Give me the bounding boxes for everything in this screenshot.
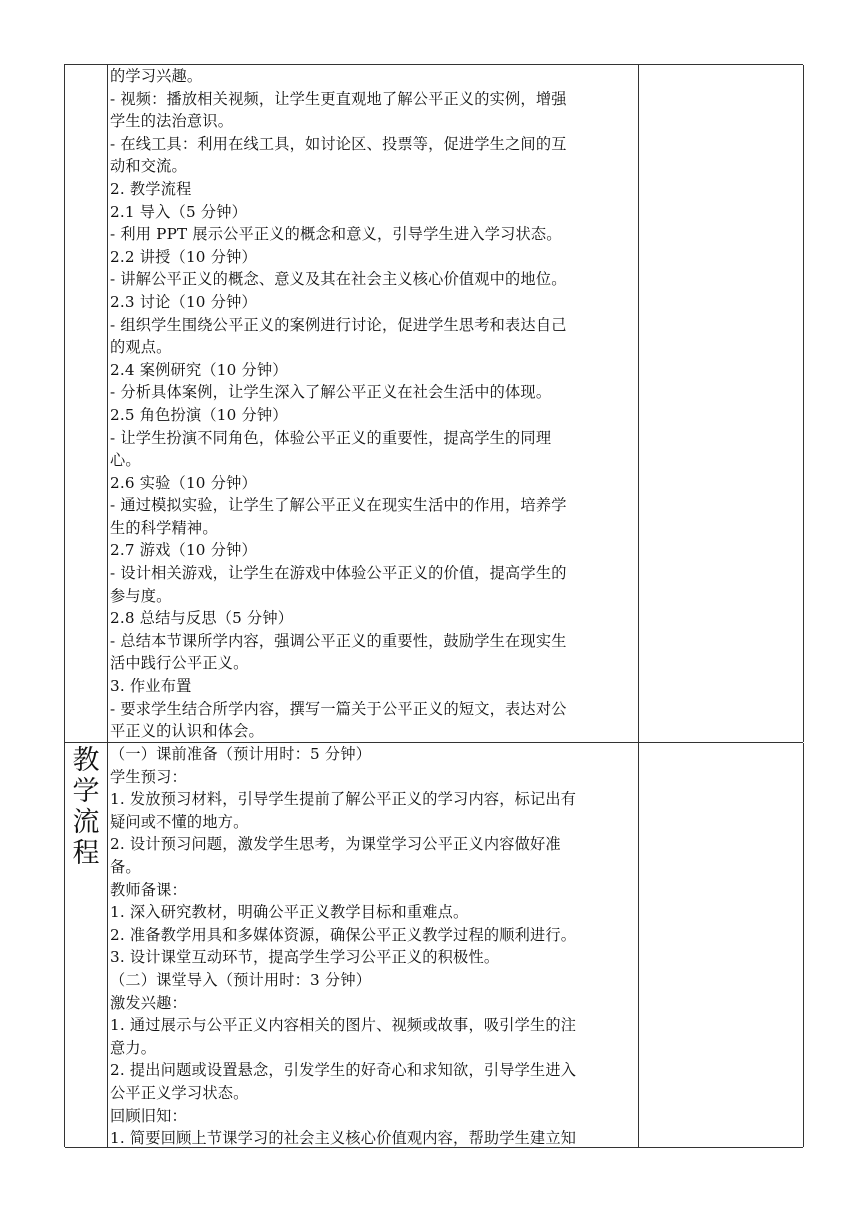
text-line: - 视频：播放相关视频，让学生更直观地了解公平正义的实例，增强 [110,89,567,108]
text-line: - 让学生扮演不同角色，体验公平正义的重要性，提高学生的同理 [110,428,552,447]
text-line: 公平正义学习状态。 [110,1083,249,1102]
text-line: - 要求学生结合所学内容，撰写一篇关于公平正义的短文，表达对公 [110,699,567,718]
text-line: 学生预习： [110,767,187,786]
text-line: 的观点。 [110,338,172,357]
text-line: 学生的法治意识。 [110,112,234,131]
text-line: 2. 提出问题或设置悬念，引发学生的好奇心和求知欲，引导学生进入 [110,1061,577,1080]
text-line: 生的科学精神。 [110,518,218,537]
text-line: 心。 [110,451,141,470]
text-line: 教师备课： [110,880,187,899]
label-char: 程 [72,838,100,869]
text-line: 2.6 实验（10 分钟） [110,473,257,492]
text-line: 参与度。 [110,586,172,605]
text-line: - 组织学生围绕公平正义的案例进行讨论，促进学生思考和表达自己 [110,315,567,334]
text-line: 2.1 导入（5 分钟） [110,202,247,221]
text-line: 2. 教学流程 [110,179,192,198]
text-line: - 总结本节课所学内容，强调公平正义的重要性，鼓励学生在现实生 [110,631,567,650]
text-line: 2.8 总结与反思（5 分钟） [110,609,294,628]
text-line: 1. 通过展示与公平正义内容相关的图片、视频或故事，吸引学生的注 [110,1016,577,1035]
text-line: 备。 [110,857,141,876]
text-line: - 分析具体案例，让学生深入了解公平正义在社会生活中的体现。 [110,383,552,402]
text-line: 1. 深入研究教材，明确公平正义教学目标和重难点。 [110,903,469,922]
text-line: - 设计相关游戏，让学生在游戏中体验公平正义的价值，提高学生的 [110,564,567,583]
text-line: 的学习兴趣。 [110,67,203,85]
text-line: 意力。 [110,1038,157,1057]
content-cell [108,743,639,1147]
text-line: 1. 发放预习材料，引导学生提前了解公平正义的学习内容，标记出有 [110,790,577,809]
text-line: 2.2 讲授（10 分钟） [110,247,257,266]
text-line: 活中践行公平正义。 [110,654,249,673]
text-line: 2.7 游戏（10 分钟） [110,541,257,560]
label-char: 流 [72,807,100,838]
content-cell [108,65,639,742]
text-line: （一）课前准备（预计用时：5 分钟） [110,745,372,763]
text-line: - 利用 PPT 展示公平正义的概念和意义，引导学生进入学习状态。 [110,225,562,244]
notes-cell [639,743,804,1147]
label-char: 学 [72,776,100,807]
row-label-cell [65,743,108,1147]
text-line: 2. 设计预习问题，激发学生思考，为课堂学习公平正义内容做好准 [110,835,561,854]
row-label-teaching-process [65,743,107,869]
text-line: - 讲解公平正义的概念、意义及其在社会主义核心价值观中的地位。 [110,270,567,289]
table-row [65,743,803,1148]
lesson-plan-table [64,64,803,1147]
text-line: （二）课堂导入（预计用时：3 分钟） [110,970,372,989]
table-row [65,65,803,743]
text-line: 3. 作业布置 [110,677,192,696]
content-lines [110,65,638,742]
content-lines [110,743,638,1147]
text-line: 疑问或不懂的地方。 [110,812,249,831]
text-line: 3. 设计课堂互动环节，提高学生学习公平正义的积极性。 [110,948,500,967]
text-line: 平正义的认识和体会。 [110,722,264,741]
text-line: 2.5 角色扮演（10 分钟） [110,405,288,424]
text-line: 2. 准备教学用具和多媒体资源，确保公平正义教学过程的顺利进行。 [110,925,577,944]
text-line: - 通过模拟实验，让学生了解公平正义在现实生活中的作用，培养学 [110,496,567,515]
row-label-cell [65,65,108,742]
text-line: 2.4 案例研究（10 分钟） [110,360,288,379]
text-line: - 在线工具：利用在线工具，如讨论区、投票等，促进学生之间的互 [110,134,567,153]
text-line: 2.3 讨论（10 分钟） [110,292,257,311]
text-line: 动和交流。 [110,157,187,176]
text-line: 回顾旧知： [110,1106,187,1125]
text-line: 1. 简要回顾上节课学习的社会主义核心价值观内容，帮助学生建立知 [110,1129,577,1147]
text-line: 激发兴趣： [110,993,187,1012]
label-char: 教 [72,745,100,776]
notes-cell [639,65,804,742]
